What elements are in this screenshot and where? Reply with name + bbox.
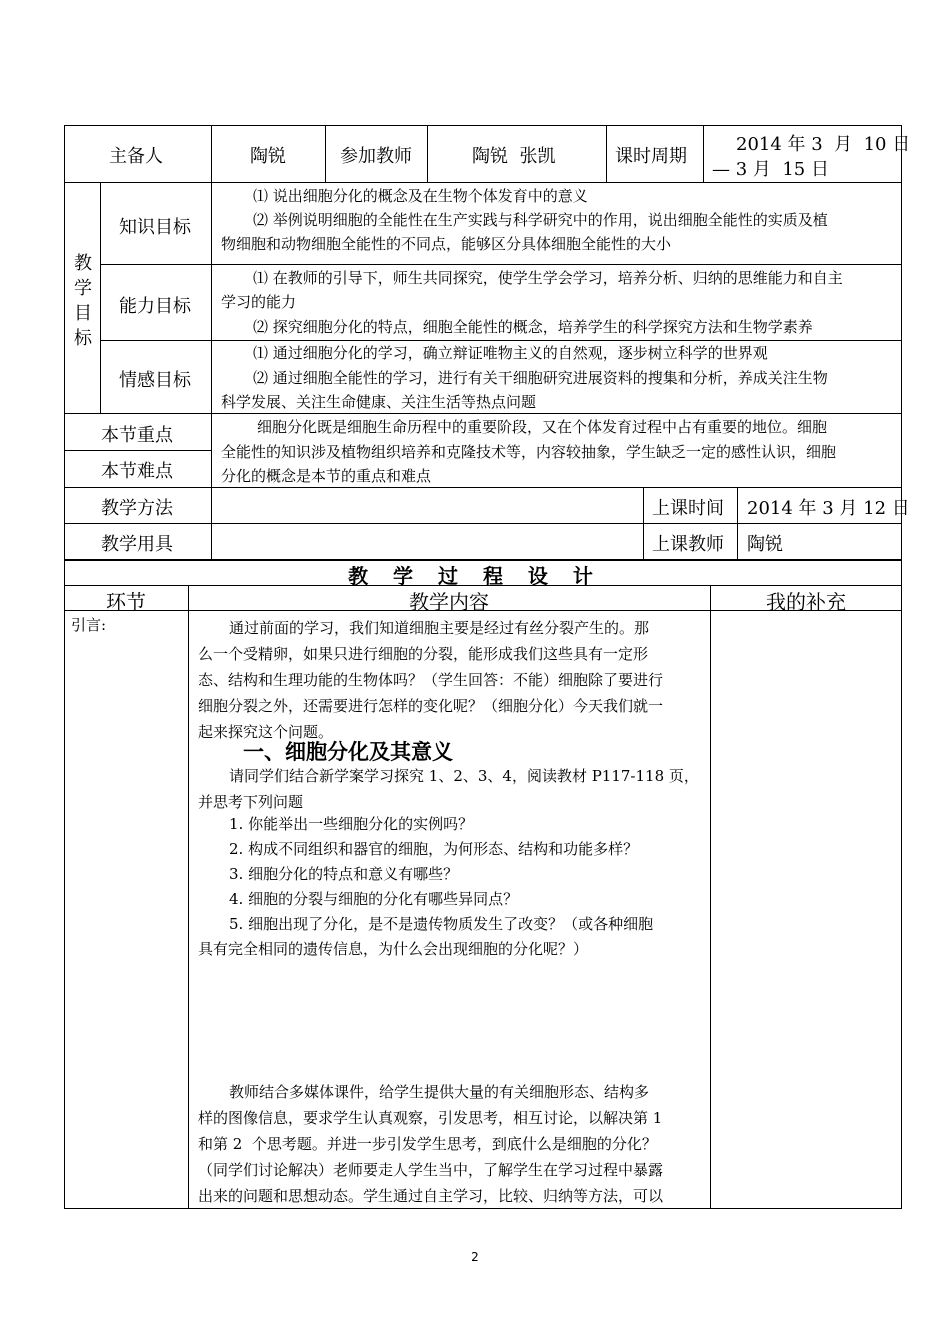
ability-goal-line: 学习的能力 bbox=[221, 293, 297, 311]
column-header-stage: 环节 bbox=[106, 590, 146, 614]
column-header-supplement: 我的补充 bbox=[766, 590, 846, 614]
intro-line: 起来探究这个问题。 bbox=[198, 723, 334, 741]
ability-goal-line: ⑵ 探究细胞分化的特点，细胞全能性的概念，培养学生的科学探究方法和生物学素养 bbox=[253, 318, 813, 336]
focus-text-line: 全能性的知识涉及植物组织培养和克隆技术等，内容较抽象，学生缺乏一定的感性认识，细胞 bbox=[221, 443, 837, 461]
task-line: 请同学们结合新学案学习探究 1、2、3、4，阅读教材 P117-118 页， bbox=[229, 767, 699, 785]
period-value-line1: 2014 年 3 月 10 日 bbox=[736, 134, 911, 155]
knowledge-goal-line: ⑴ 说出细胞分化的概念及在生物个体发育中的意义 bbox=[253, 187, 588, 205]
ability-goal-label: 能力目标 bbox=[119, 296, 191, 317]
column-header-content: 教学内容 bbox=[409, 590, 489, 614]
section-heading: 一、细胞分化及其意义 bbox=[243, 739, 453, 764]
intro-line: 通过前面的学习，我们知道细胞主要是经过有丝分裂产生的。那 bbox=[229, 619, 650, 637]
question-item: 3. 细胞分化的特点和意义有哪些？ bbox=[229, 865, 459, 883]
goals-label-char: 标 bbox=[74, 328, 92, 349]
teacher-activity-line: 教师结合多媒体课件，给学生提供大量的有关细胞形态、结构多 bbox=[229, 1083, 650, 1101]
stage-intro: 引言: bbox=[71, 616, 107, 634]
ability-goal-line: ⑴ 在教师的引导下，师生共同探究，使学生学会学习，培养分析、归纳的思维能力和自主 bbox=[253, 269, 843, 287]
method-label: 教学方法 bbox=[101, 498, 173, 519]
preparer-label: 主备人 bbox=[109, 146, 163, 167]
participants-value: 陶锐 张凯 bbox=[472, 146, 556, 167]
goals-label-char: 教 bbox=[74, 253, 92, 274]
participants-label: 参加教师 bbox=[340, 146, 412, 167]
knowledge-goal-line: 物细胞和动物细胞全能性的不同点，能够区分具体细胞全能性的大小 bbox=[221, 235, 672, 253]
teacher-activity-line: 样的图像信息，要求学生认真观察，引发思考，相互讨论，以解决第 1 bbox=[198, 1109, 663, 1127]
emotion-goal-line: ⑴ 通过细胞分化的学习，确立辩证唯物主义的自然观，逐步树立科学的世界观 bbox=[253, 344, 768, 362]
knowledge-goal-label: 知识目标 bbox=[119, 217, 191, 238]
emotion-goal-line: 科学发展、关注生命健康、关注生活等热点问题 bbox=[221, 393, 537, 411]
emotion-goal-label: 情感目标 bbox=[119, 370, 191, 391]
emotion-goal-line: ⑵ 通过细胞全能性的学习，进行有关干细胞研究进展资料的搜集和分析，养成关注生物 bbox=[253, 369, 828, 387]
page-number: 2 bbox=[471, 1250, 479, 1264]
teacher-activity-line: 和第 2 个思考题。并进一步引发学生思考，到底什么是细胞的分化？ bbox=[198, 1135, 657, 1153]
question-item: 4. 细胞的分裂与细胞的分化有哪些异同点？ bbox=[229, 890, 519, 908]
question-item: 2. 构成不同组织和器官的细胞，为何形态、结构和功能多样？ bbox=[229, 840, 639, 858]
intro-line: 么一个受精卵，如果只进行细胞的分裂，能形成我们这些具有一定形 bbox=[198, 645, 649, 663]
class-time-value: 2014 年 3 月 12 日 bbox=[747, 498, 910, 519]
intro-line: 态、结构和生理功能的生物体吗？（学生回答：不能）细胞除了要进行 bbox=[198, 671, 664, 689]
goals-label-char: 目 bbox=[74, 303, 92, 324]
question-item: 具有完全相同的遗传信息，为什么会出现细胞的分化呢？） bbox=[198, 940, 589, 958]
class-time-label: 上课时间 bbox=[652, 498, 724, 519]
knowledge-goal-line: ⑵ 举例说明细胞的全能性在生产实践与科学研究中的作用，说出细胞全能性的实质及植 bbox=[253, 211, 828, 229]
goals-label-char: 学 bbox=[74, 278, 92, 299]
key-point-label: 本节重点 bbox=[101, 425, 173, 446]
tools-label: 教学用具 bbox=[101, 534, 173, 555]
teacher-activity-line: （同学们讨论解决）老师要走人学生当中，了解学生在学习过程中暴露 bbox=[198, 1161, 664, 1179]
question-item: 1. 你能举出一些细胞分化的实例吗？ bbox=[229, 815, 474, 833]
process-design-title: 教 学 过 程 设 计 bbox=[348, 564, 602, 588]
focus-text-line: 细胞分化既是细胞生命历程中的重要阶段，又在个体发育过程中占有重要的地位。细胞 bbox=[257, 418, 828, 436]
focus-text-line: 分化的概念是本节的重点和难点 bbox=[221, 467, 432, 485]
period-value-line2: — 3 月 15 日 bbox=[712, 159, 829, 180]
class-teacher-value: 陶锐 bbox=[747, 534, 783, 555]
class-teacher-label: 上课教师 bbox=[652, 534, 724, 555]
task-line: 并思考下列问题 bbox=[198, 793, 304, 811]
difficulty-label: 本节难点 bbox=[101, 461, 173, 482]
intro-line: 细胞分裂之外，还需要进行怎样的变化呢？（细胞分化）今天我们就一 bbox=[198, 697, 664, 715]
question-item: 5. 细胞出现了分化，是不是遗传物质发生了改变？（或各种细胞 bbox=[229, 915, 654, 933]
teacher-activity-line: 出来的问题和思想动态。学生通过自主学习，比较、归纳等方法，可以 bbox=[198, 1187, 664, 1205]
preparer-value: 陶锐 bbox=[250, 146, 286, 167]
period-label: 课时周期 bbox=[615, 146, 687, 167]
